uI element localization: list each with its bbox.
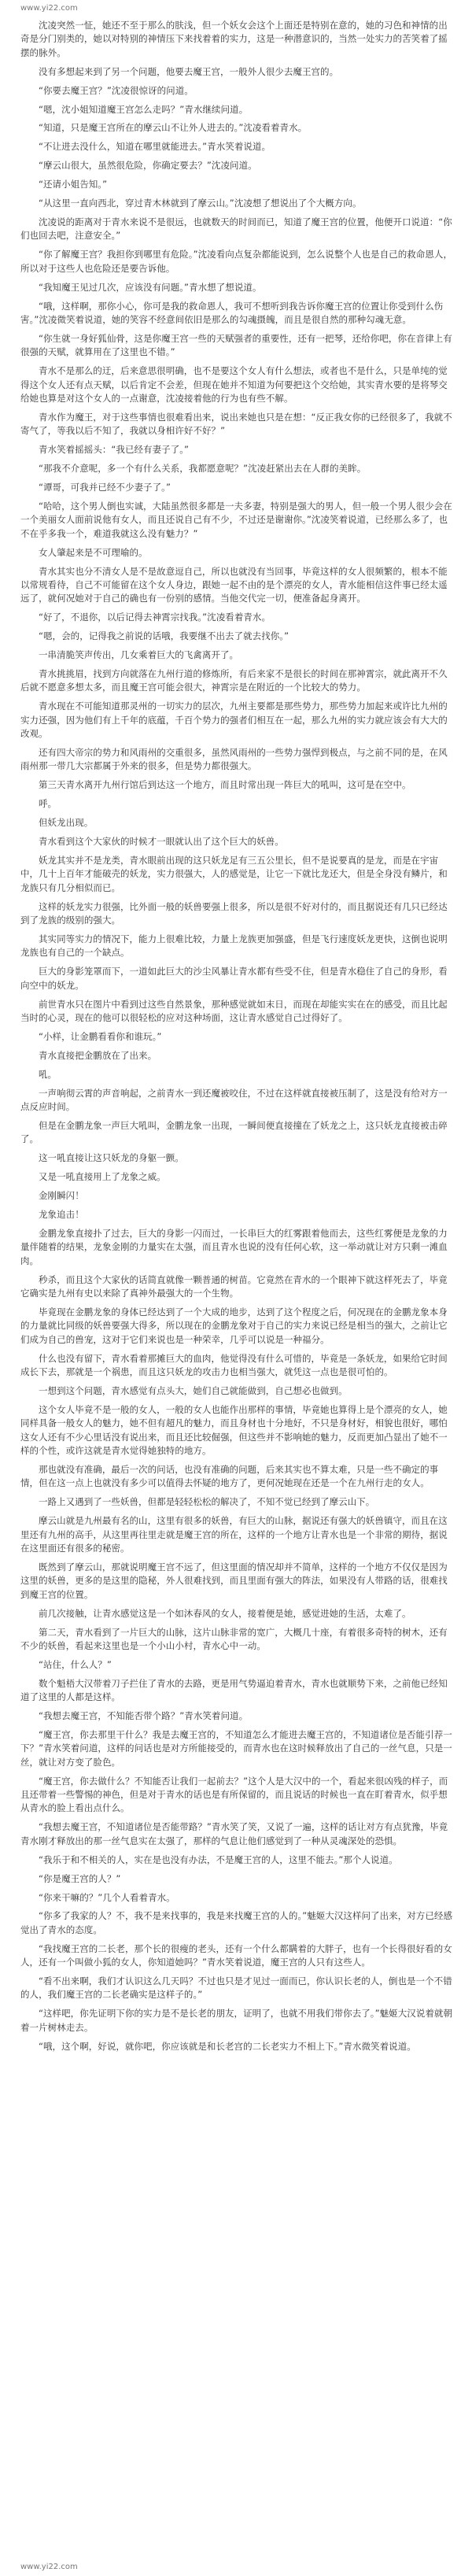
paragraph: 既然到了摩云山，那就说明魔王宫不远了，但这里面的情况却并不简单，这样的一个地方不仅仅是因为这里的妖兽，更多的是这里的隐秘，外人很难找到，而且里面有强大的阵法，如果没有人带路的话，很难找到魔王宫的位置。 <box>20 1561 448 1600</box>
paragraph: “摩云山很大，虽然很危险，你确定要去？”沈凌问道。 <box>39 160 257 172</box>
paragraph: 巨大的身影笼罩而下，一道如此巨大的沙尘风暴让青水都有些受不住，但是青水稳住了自己的身形，看向空中的妖龙。 <box>20 966 448 991</box>
paragraph: 这个女人毕竟不是一般的女人，一般的女人也能作出那样的事情，毕竟她也算得上是个漂亮的女人，她同样具备一般女人的魅力，她不但有超凡的魅力，而且身材也十分地好，不只是身材好，相貌也很好，哪怕这女人还有不少心里话没有说出来，而且还比较倔强，但这些并不影响她的魅力，反而更加凸显出了她不一样的个性，或许这就是青水觉得她独特的地方。 <box>20 1403 448 1457</box>
paragraph: 女人肇起来是不可理喻的。 <box>39 546 148 558</box>
paragraph: 摩云山就是九州最有名的山，这里有很多的妖兽，有巨大的山脉，据说还有强大的妖兽镇守，而且在这里还有九州的高手，从这里再往里走就是魔王宫的所在，这样的一个地方让青水也是一个非常的期待，据说在这里面还有很多的秘密。 <box>20 1515 448 1554</box>
paragraph: “你生就一身好狐仙骨，这是你魔王宫一些的天赋强者的重要性，还有一把琴，还给你吧，你在音律上有很强的天赋，就算用在了这里也不错。” <box>20 332 452 358</box>
paragraph: 其实同等实力的情况下，能力上很难比较，力量上龙族更加强盛，但是飞行速度妖龙更快，这倒也说明龙族也有自己的一个缺点。 <box>20 933 448 959</box>
paragraph: 沈凌突然一怔，她还不至于那么的肤浅，但一个妖女会这个上面还是特别在意的，她的习色和神情的出奇是分门别类的，她以对特别的神情压下来找着着的实力，这是一种潜意识的，当然一处实力的苦笑着了摇摆的脉外。 <box>20 20 448 58</box>
paragraph: 金鹏龙象直接扑了过去，巨大的身影一闪而过，一长串巨大的红雾跟着他而去，这些红雾便是龙象的力量伴随着的结果，龙象金刚的力量实在太强，而且青水也说的没有任何心软，这一举动就让对方只剩一滩血肉。 <box>20 1227 448 1266</box>
paragraph: 青水笑着摇摇头：“我已经有妻子了。” <box>39 444 190 456</box>
paragraph: “还请小姐告知。” <box>39 179 108 190</box>
paragraph: 呼。 <box>39 798 57 810</box>
paragraph: “你多了我家的人？不，我不是来找事的，我是来找魔王宫的人的。”魅姬大汉这样问了出来，对方已经感觉出了青水的态度。 <box>20 1910 453 1935</box>
paragraph: 没有多想起来到了另一个问题，他要去魔王宫，一般外人很少去魔王宫的。 <box>39 65 339 77</box>
paragraph: 金刚瞬闪！ <box>39 1190 84 1202</box>
paragraph: 什么也没有留下，青水看着那摊巨大的血肉，他觉得没有什么可惜的，毕竟是一条妖龙，如果给它时间成长下去，那就是一个祸患，而且这只妖龙的攻击力也相当强大，就凭这一点也是很可怕的。 <box>20 1352 448 1377</box>
paragraph: 青水现在不可能知道那灵州的一切实力的层次，九州主要都是那些势力，那些势力加起来或许比九州的实力还强，因为他们有上千年的底蕴，千百个势力的强者们相互在一起，那么九州的实力就应该会有大大的改观。 <box>20 700 448 740</box>
paragraph: “魔王宫，你去做什么？不知能否让我们一起前去？”这个人是大汉中的一个，看起来很凶残的样子，而且还带着一些警惕的神色，但是对于青水的话也是有所保留的，而且说话的时候也一直在盯着青水，似乎想从青水的脸上看出点什么。 <box>20 1775 448 1814</box>
site-header: www.yi22.com <box>20 4 78 13</box>
paragraph: “哦，这样啊，那你小心，你可是我的救命恩人，我可不想听到我告诉你魔王宫的位置让你受到什么伤害。”沈凌微笑着说道，她的笑容不经意间依旧是那么的勾魂摄魄，而且是很自然的那种勾魂无意。 <box>20 300 444 325</box>
paragraph: “这样吧，你先证明下你的实力是不是长老的朋友，证明了，也就不用我们带你去了。”魅姬大汉说着就朝着一片树林走去。 <box>20 2008 453 2033</box>
paragraph: 青水看到这个大家伙的时候才一眼就认出了这个巨大的妖兽。 <box>39 836 284 847</box>
paragraph: 秒杀，而且这个大家伙的话简直就像一颗普通的树苗。它竟然在青水的一个眼神下就这样死去了，毕竟它确实是九州有史以来除了真神外最强大的一个生物。 <box>20 1273 448 1299</box>
site-footer: www.yi22.com <box>20 2563 78 2571</box>
paragraph: “从这里一直向西北，穿过青木林就到了摩云山。”沈凌想了想说出了个大概方向。 <box>39 198 362 209</box>
paragraph: 还有四大帝宗的势力和风雨州的交重很多，虽然风雨州的一些势力强悍到极点，与之前不同的是，在风雨州那一带几大宗都属于外来的很多，但是势力都很强大。 <box>20 746 448 772</box>
paragraph: “我想去魔王宫，不知能否带个路？”青水笑着问道。 <box>39 1710 249 1722</box>
paragraph: 青水直接把金鹏放在了出来。 <box>39 1049 157 1061</box>
paragraph: “谭哥，可我并已经不少妻子了。” <box>39 481 171 493</box>
paragraph: “好了，不退你，以后记得去神霄宗找我。”沈凌看着青水。 <box>39 612 271 623</box>
paragraph: 青水不是那么的迂，后来意思很明确，也不是要这个女人有什么想法，或者也不是什么，只是单纯的觉得这个女人还有点天赋，以后肯定不会差，但现在她并不知道为何要把这个交给她，其实青水要的是将琴交给她也算是对这个女人的一点谢意，沈凌接着他的行为也有些不解。 <box>20 365 448 404</box>
paragraph: “不让进去没什么，知道在哪里就能进去。”青水笑着说道。 <box>39 141 271 153</box>
paragraph: “我找魔王宫的二长老，那个长的很瘦的老头，还有一个什么都瞒着的大胖子，也有一个长得很好看的女人，还有一个叫做小狐的女人，你知道她吗？”青水笑着说道，魔王宫的人只有这些人。 <box>20 1942 452 1968</box>
paragraph: 但是在金鹏龙象一声巨大吼叫，金鹏龙象一出现，一瞬间便直接撞在了妖龙之上，这只妖龙直接被击碎了。 <box>20 1119 448 1145</box>
paragraph: 沈凌说的距离对于青水来说不是很远，也就数天的时间而已，知道了魔王宫的位置，他便开口说道：“你们也回去吧，注意安全。” <box>20 216 452 242</box>
paragraph: “嗯，沈小姐知道魔王宫怎么走吗？”青水继续问道。 <box>39 103 249 115</box>
paragraph: 又是一吼直接用上了龙象之威。 <box>39 1171 166 1183</box>
paragraph: “你了解魔王宫？我担你到哪里有危险。”沈凌看向点复杂都能说到，怎么说整个人也是自己的救命恩人，所以对于这些人也危险还是要告诉他。 <box>20 249 453 274</box>
paragraph: “嗯，会的，记得我之前说的话哦，我要继不出去了就去找你。” <box>39 630 289 642</box>
paragraph: 一串清脆笑声传出，几女乘着巨大的飞禽离开了。 <box>39 649 239 661</box>
paragraph: 第二天，青水看到了一片巨大的山脉，这片山脉非常的宽广，大概几十座，有着很多奇特的树木，还有不少的妖兽，看起来这里也是一个小山小村，青水心中一动。 <box>20 1626 448 1651</box>
paragraph: 这样的妖龙实力很强，比外面一般的妖兽要强上很多，所以是很不好对付的，而且据说还有几只已经达到了龙族的级别的强大。 <box>20 900 448 926</box>
paragraph: 前世青水只在图片中看到过这些自然景象，那种感觉就如末日，而现在却能实实在在的感受，而且比起当时的心灵，现在的他可以很轻松的应对这种场面，这让青水感觉自己过得好了。 <box>20 998 448 1023</box>
paragraph: “哦，这个啊，好说，就你吧，你应该就是和长老宫的二长老实力不相上下。”青水微笑着说道。 <box>39 2040 416 2052</box>
paragraph: “小样，让金鹏看看你和谁玩。” <box>39 1030 162 1042</box>
paragraph: 青水作为魔王，对于这些事情也很难看出来，说出来她也只是在想：“反正我女你的已经很多了，我就不寄气了，等我以后不知了，我就以身相许好不好？” <box>20 411 452 437</box>
paragraph: 这一吼直接让这只妖龙的身躯一颤。 <box>39 1152 184 1164</box>
paragraph: “我想去魔王宫，不知道诸位是否能带路？”青水笑了笑，又说了一遍，这样的话让对方有点犹豫，毕竟青水刚才释放出的那一丝气息实在太强了，那样的气息让他们感觉到了一种从灵魂深处的恐惧。 <box>20 1821 448 1846</box>
paragraph: “站住，什么人？” <box>39 1658 112 1670</box>
paragraph: “看不出来啊，我们才认识这么几天吗？不过也只是才见过一面而已，你认识长老的人，倒也是一个不错的人，我们魔王宫的二长老确实是这样子的。” <box>20 1975 452 2001</box>
paragraph: “哈哈，这个男人倒也实诚，大陆虽然很多都是一夫多妻，特别是强大的男人，但一般一个男人很少会在一个美丽女人面前说他有女人，而且还说自己有不少，不过还是谢谢你。”沈凌笑着说道，已经那么多了，也不在乎多我一个，难道我就这么没有魅力？” <box>20 500 452 539</box>
paragraph: 那也就没有准确，最后一次的问话，也没有准确的问题，后来其实也不算太难，只是一些不确定的事情，但在这一点上也就没有多少可以值得去怀疑的地方了，更何况她现在还是一个在九州行走的女人。 <box>20 1463 439 1489</box>
paragraph: 吼。 <box>39 1068 57 1080</box>
paragraph: “知道，只是魔王宫所在的摩云山不让外人进去的。”沈凌看着青水。 <box>39 122 308 134</box>
paragraph: 青水其实也分不清女人是不是故意逗自己，所以也就没有当回事，毕竟这样的女人很频繁的，根本不能以常规看待，自己不可能留在这个女人身边，跟她一起不由的是个漂亮的女人，青水能相信这件事已经太遥远了，就何况她对于自己的确也有一份别的感情。当他交代完一切，便准备起身离开。 <box>20 565 448 604</box>
paragraph: “你是魔王宫的人？” <box>39 1872 121 1884</box>
paragraph: “你要去魔王宫？”沈凌很惊讶的问道。 <box>39 84 194 96</box>
paragraph: 一想到这个问题，青水感觉有点头大，她们自己就能做到，自己想必也做到。 <box>39 1384 348 1396</box>
paragraph: 妖龙其实并不是龙类，青水眼前出现的这只妖龙足有三五公里长，但不是说要真的是龙，而是在宇宙中，几十上百年才能破壳的妖龙，实力很强大，人的感觉是，让它一下就比龙还大，但是全身没有鳞片，和龙族只有几分相似而已。 <box>20 854 448 893</box>
paragraph: 毕竟现在金鹏龙象的身体已经达到了一个大成的地步，达到了这个程度之后，何况现在的金鹏龙象本身的力量就比同级的妖兽要强大得多，所以现在的金鹏龙象对于自己的实力来说已经是相当的强大，之前让它们成为自己的兽宠，这对于它们来说也是一种荣幸，几乎可以说是一种福分。 <box>20 1306 448 1345</box>
paragraph: 第三天青水离开九州行馆后到达这一个地方，而且时常出现一阵巨大的吼叫，这可是在空中。 <box>39 779 411 791</box>
paragraph: 前几次接触，让青水感觉这是一个如沐春风的女人，接着便是她，感觉进她的生活，太难了。 <box>39 1607 411 1619</box>
paragraph: 龙象追击！ <box>39 1208 84 1220</box>
paragraph: 一声响彻云霄的声音响起，之前青水一到还魔被咬住，不过在这样就直接被压制了，这是没有给对方一点反应时间。 <box>20 1087 448 1112</box>
paragraph: “那我不介意呢，多一个有什么关系，我都愿意呢？”沈凌赶紧出去在人群的美眸。 <box>39 463 367 475</box>
chapter-content <box>20 19 455 2053</box>
paragraph: 青水挑挑眉，找到方向就落在九州行道的修炼所，有后来家不是很长的时间在那神霄宗，就此离开不久后就不愿意多想太多，而且魔王宫可能会很大，神霄宗是在附近的一个比较大的势力。 <box>20 667 448 693</box>
paragraph: 数个魁梧大汉带着刀子拦住了青水的去路，更是用气势逼迫着青水，青水也就顺势下来，之前他已经知道了这里的人都是这样。 <box>20 1677 448 1703</box>
paragraph: “魔王宫，你去那里干什么？我是去魔王宫的，不知道怎么才能进去魔王宫的，不知道诸位是否能引荐一下？”青水笑着问道，这样的问话也是对方所能接受的，而青水也在这时候释放出了自己的一丝气息，只是一丝，就让对方变了脸色。 <box>20 1728 452 1768</box>
paragraph: “你来干嘛的？”几个人看着青水。 <box>39 1891 175 1903</box>
paragraph: 但妖龙出现。 <box>39 817 94 829</box>
paragraph: “我知魔王见过几次，应该没有问题。”青水想了想说道。 <box>39 281 262 293</box>
paragraph: “我乐于和不相关的人，实在是也没有办法，不是魔王宫的人，这里不能去。”那个人说道。 <box>39 1853 398 1865</box>
paragraph: 一路上又遇到了一些妖兽，但都是轻轻松松的解决了，不知不觉已经到了摩云山下。 <box>39 1496 375 1508</box>
